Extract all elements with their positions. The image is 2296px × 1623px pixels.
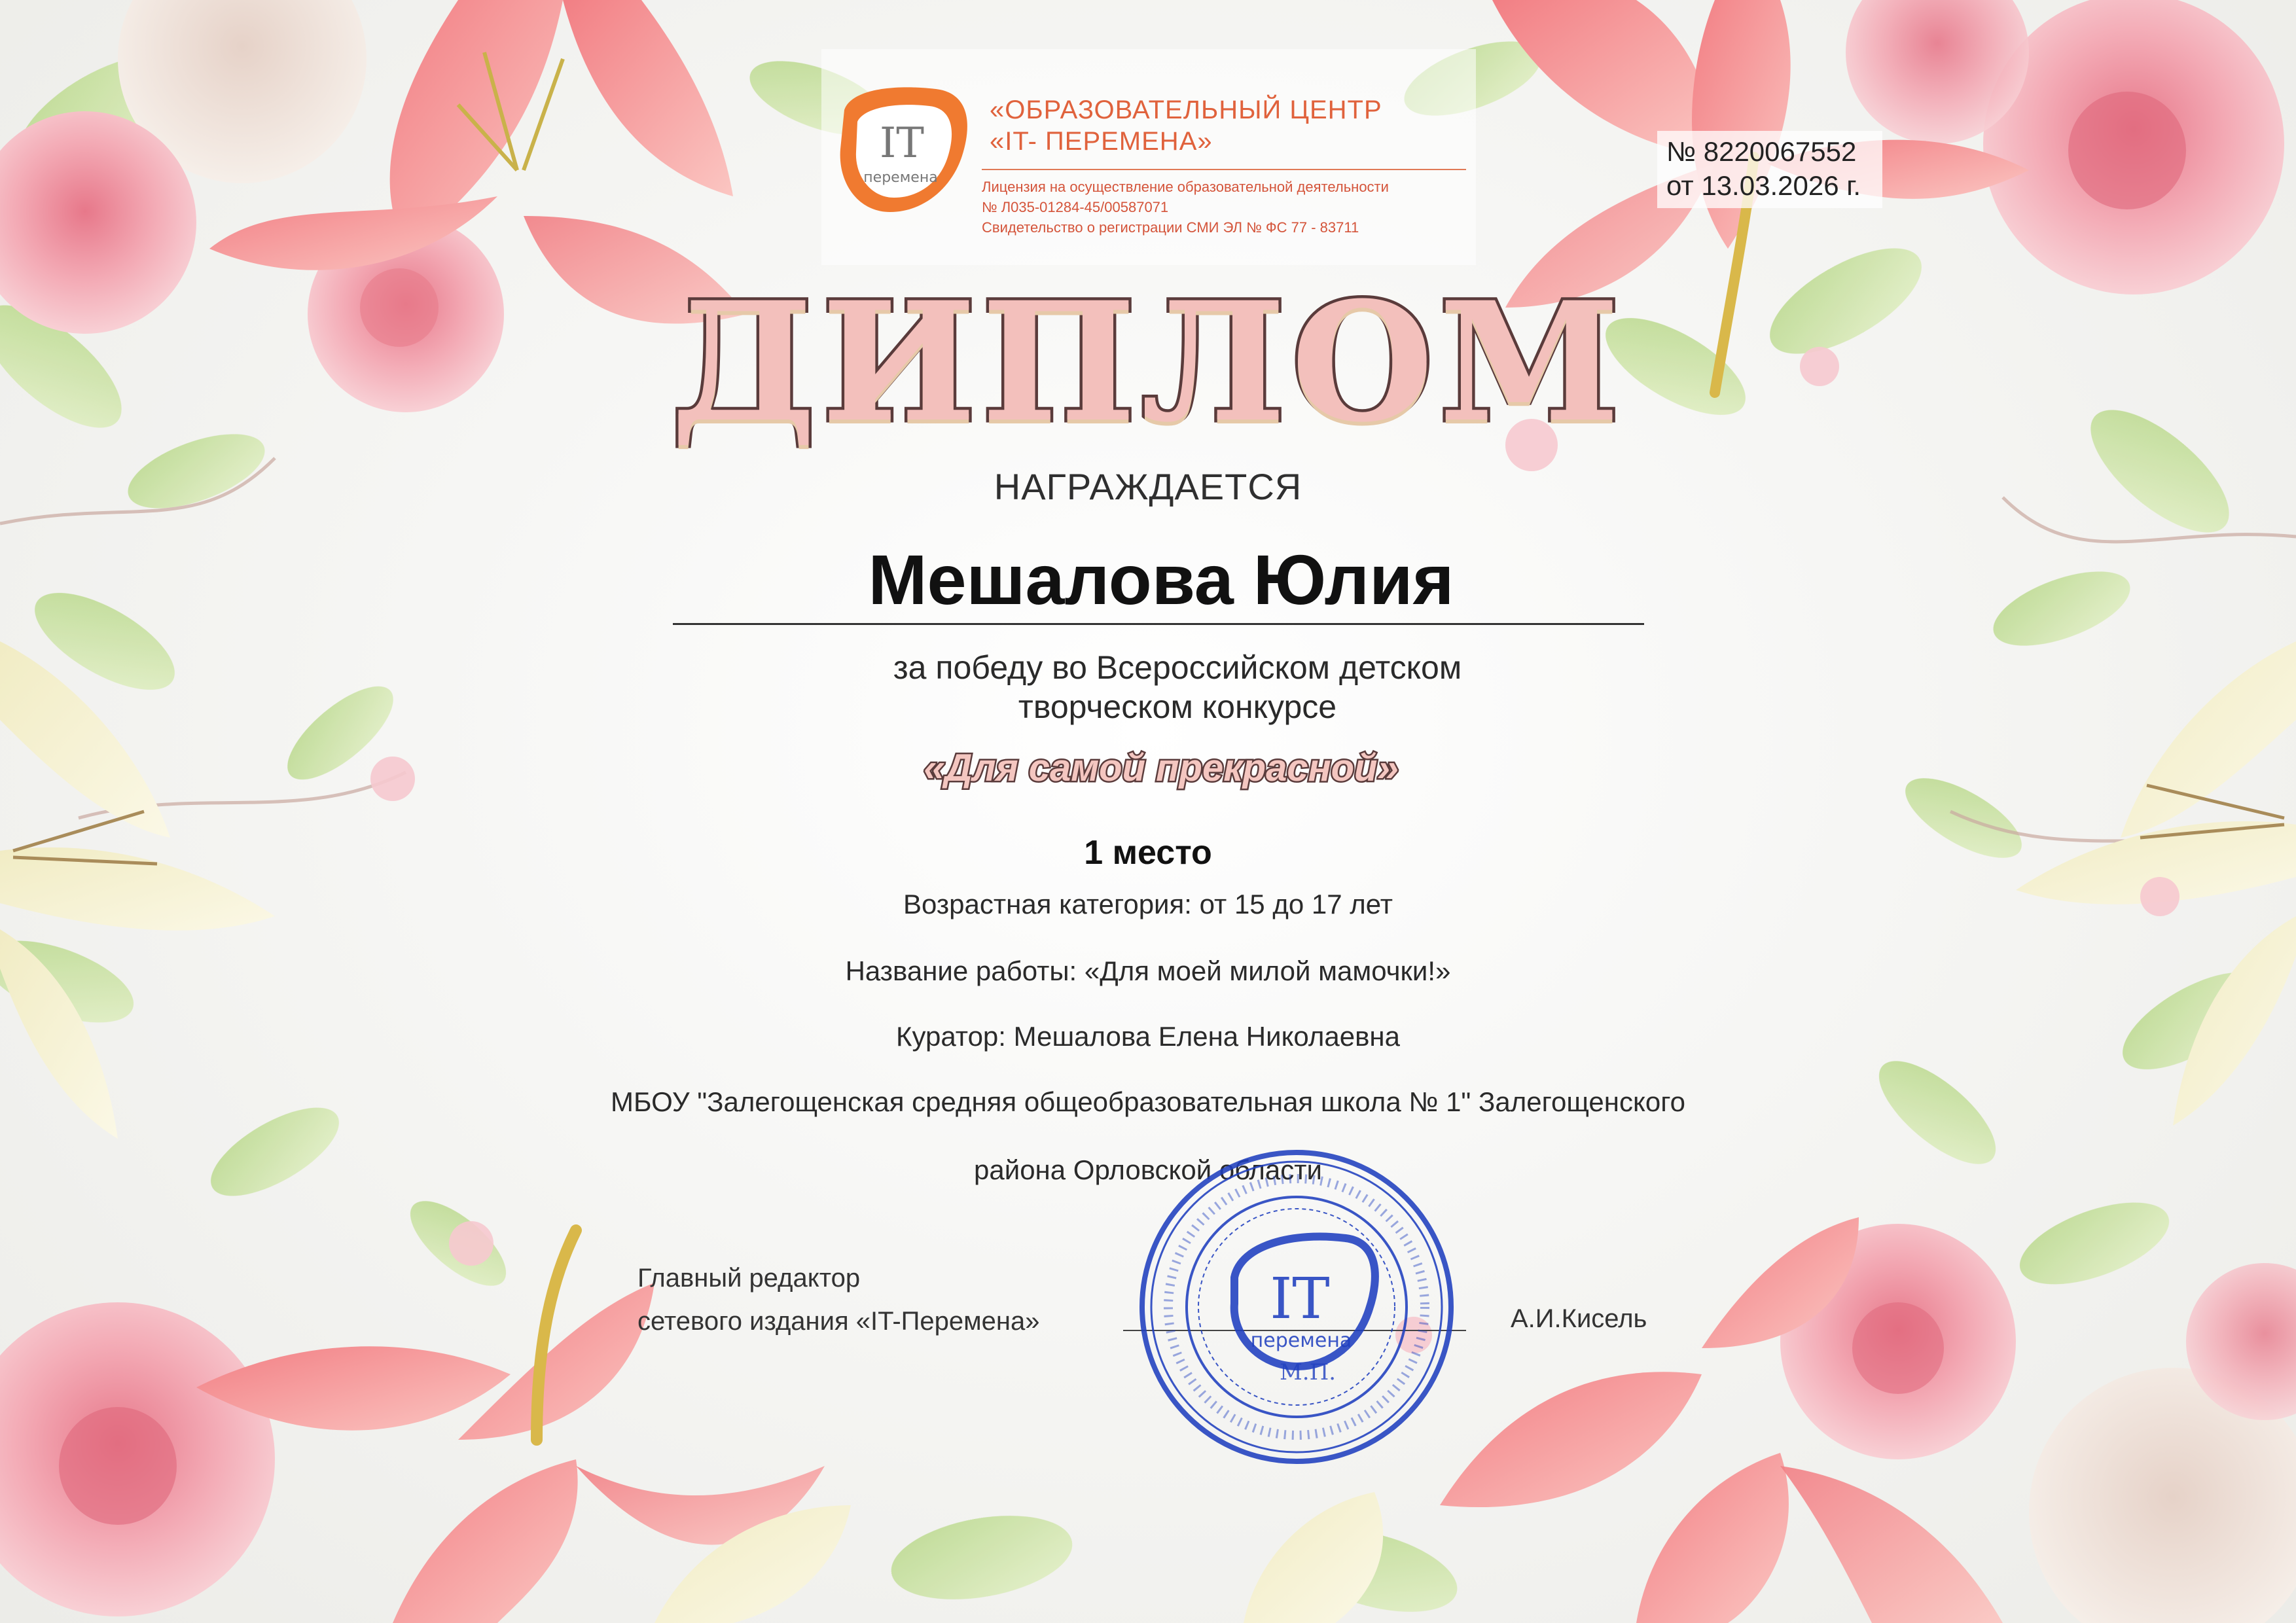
- stamp-center-text: IT: [1270, 1266, 1330, 1332]
- org-license: [982, 177, 1492, 238]
- license-line3: Свидетельство о регистрации СМИ ЭЛ № ФС 77 - 83711: [982, 219, 1359, 236]
- reason-line1: за победу во Всероссийском детском: [893, 649, 1462, 686]
- document-date: от 13.03.2026 г.: [1666, 170, 1861, 201]
- contest-name: «Для самой прекрасной»: [924, 747, 1399, 789]
- license-line1: Лицензия на осуществление образовательной деятельности: [982, 179, 1389, 195]
- stamp-subtext: перемена: [1250, 1329, 1352, 1352]
- document-number-box: [1657, 131, 1882, 208]
- stamp-mp: М.П.: [1279, 1359, 1336, 1385]
- school-line1: МБОУ "Залегощенская средняя общеобразовательная школа № 1" Залегощенского: [611, 1086, 1685, 1117]
- editor-role-line1: Главный редактор: [637, 1264, 861, 1293]
- place-label: 1 место: [1084, 834, 1212, 872]
- license-line2: № Л035-01284-45/00587071: [982, 199, 1169, 215]
- awarded-label: НАГРАЖДАЕТСЯ: [994, 466, 1302, 507]
- signer-name: А.И.Кисель: [1511, 1304, 1647, 1333]
- age-category: Возрастная категория: от 15 до 17 лет: [903, 889, 1393, 919]
- document-number: № 8220067552: [1666, 136, 1857, 167]
- editor-role-line2: сетевого издания «IT-Перемена»: [637, 1307, 1040, 1336]
- org-name-line2: «IT- ПЕРЕМЕНА»: [990, 127, 1213, 156]
- org-name-line1: «ОБРАЗОВАТЕЛЬНЫЙ ЦЕНТР: [990, 96, 1382, 124]
- it-peremena-logo-icon: [831, 84, 974, 215]
- org-name: [990, 94, 1487, 157]
- recipient-underline: [673, 623, 1644, 625]
- work-title: Название работы: «Для моей милой мамочки!»: [845, 955, 1451, 986]
- recipient-name: Мешалова Юлия: [868, 540, 1454, 619]
- reason-line2: творческом конкурсе: [1018, 688, 1337, 725]
- org-divider: [982, 169, 1466, 170]
- award-reason: [0, 648, 2296, 726]
- school-line2: района Орловской области: [974, 1154, 1322, 1185]
- official-stamp: [1136, 1147, 1457, 1467]
- diploma-title: ДИПЛОМ: [670, 266, 1626, 458]
- curator: Куратор: Мешалова Елена Николаевна: [896, 1021, 1400, 1052]
- logo-subtext: перемена: [863, 169, 938, 186]
- logo-text: IT: [880, 119, 924, 168]
- editor-role: [637, 1257, 1161, 1343]
